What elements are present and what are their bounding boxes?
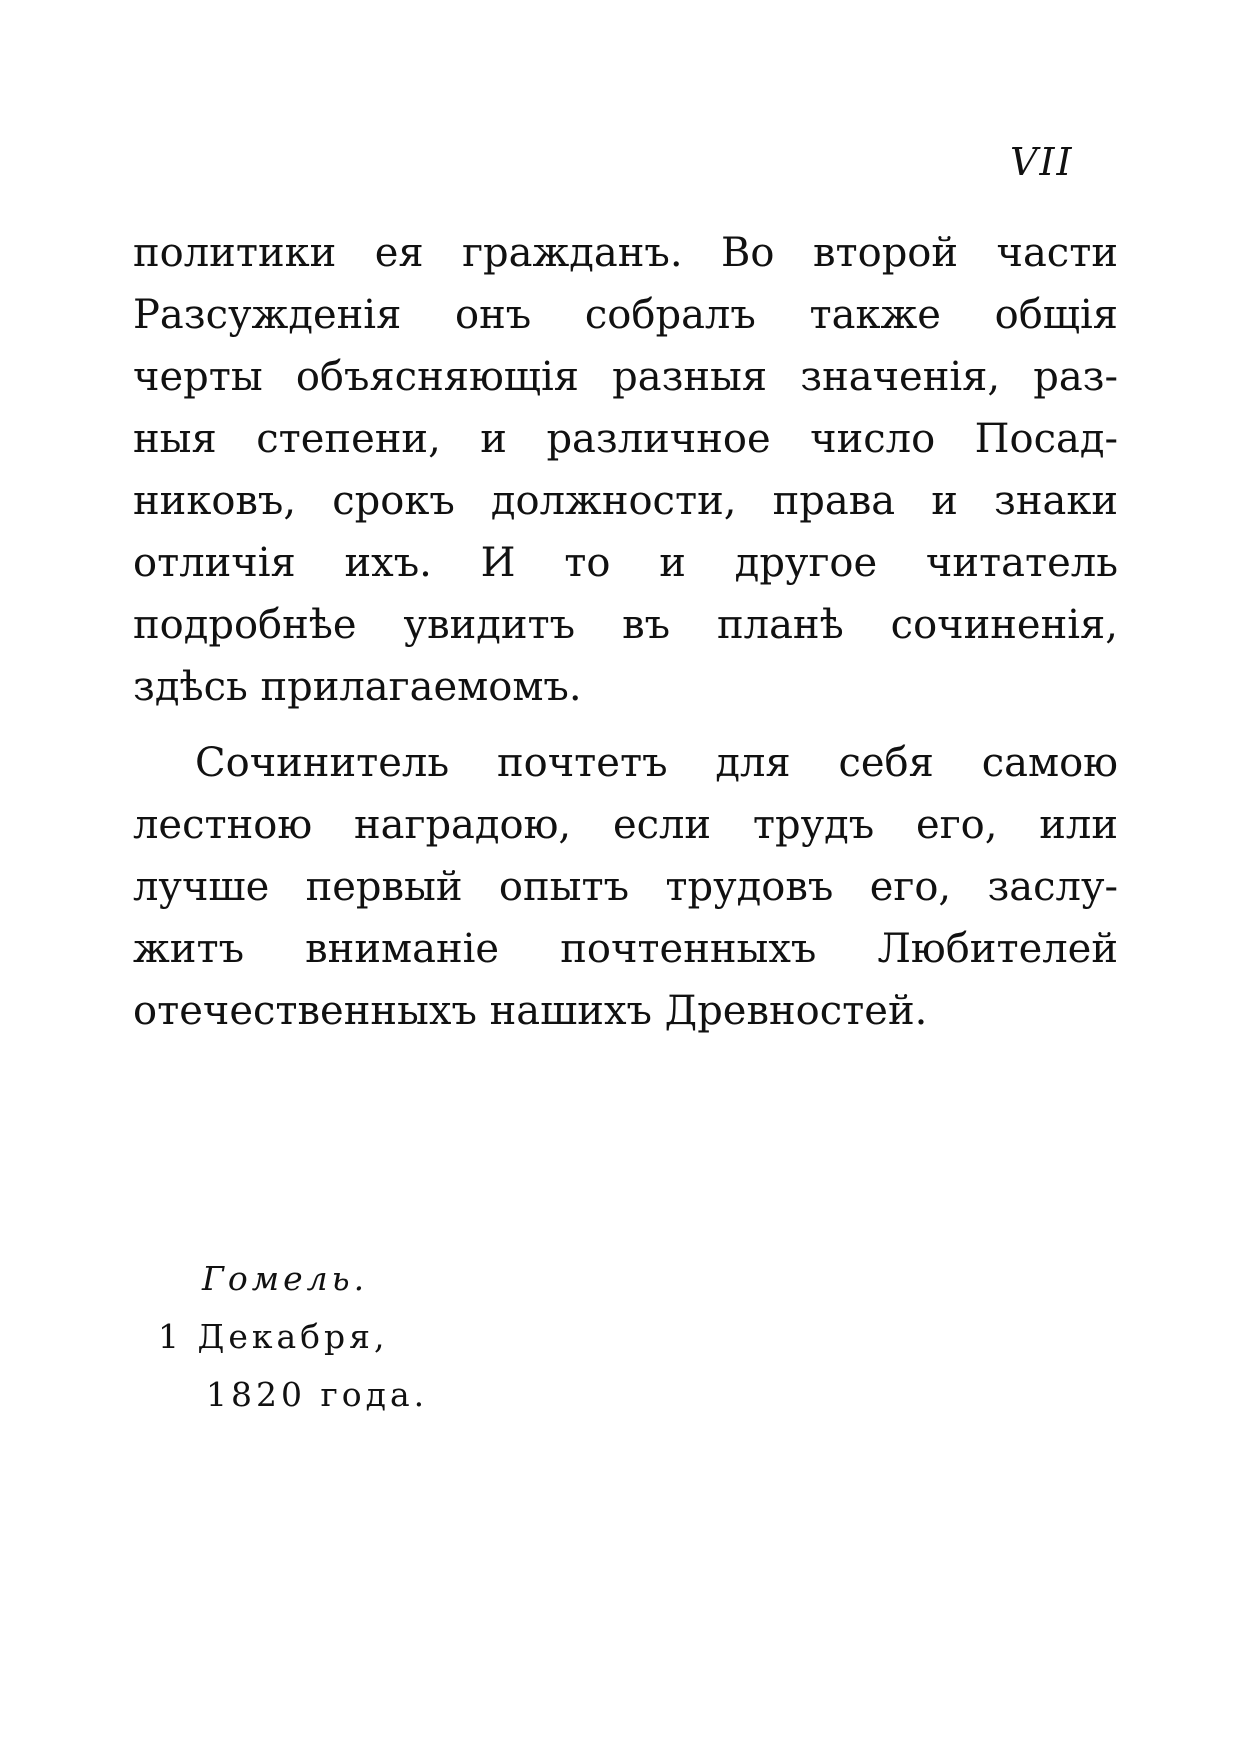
text-line: политики ея гражданъ. Во второй части — [133, 230, 1118, 276]
signature-place: Гомель. — [202, 1259, 369, 1298]
text-line: отличія ихъ. И то и другое читатель — [133, 540, 1118, 586]
paragraph-gap — [133, 718, 1118, 732]
paragraph-1 — [133, 222, 1118, 718]
text-line: житъ вниманіе почтенныхъ Любителей — [133, 926, 1118, 972]
text-line: черты объясняющія разныя значенія, раз- — [133, 354, 1118, 400]
text-line: подробнѣе увидитъ въ планѣ сочиненія, — [133, 602, 1118, 648]
body-text — [133, 222, 1118, 1042]
signature-block — [158, 1250, 428, 1424]
text-line: никовъ, срокъ должности, права и знаки — [133, 478, 1118, 524]
text-line: Разсужденія онъ собралъ также общія — [133, 292, 1118, 338]
text-line: лестною наградою, если трудъ его, или — [133, 802, 1118, 848]
signature-date: 1 Декабря, — [158, 1317, 389, 1356]
page-number: VII — [1010, 140, 1074, 184]
text-line: отечественныхъ нашихъ Древностей. — [133, 988, 928, 1034]
text-line: ныя степени, и различное число Посад- — [133, 416, 1118, 462]
text-line: здѣсь прилагаемомъ. — [133, 664, 582, 710]
signature-year: 1820 года. — [206, 1375, 429, 1414]
text-line: Сочинитель почтетъ для себя самою — [195, 740, 1118, 786]
paragraph-2 — [133, 732, 1118, 1042]
text-line: лучше первый опытъ трудовъ его, заслу- — [133, 864, 1118, 910]
